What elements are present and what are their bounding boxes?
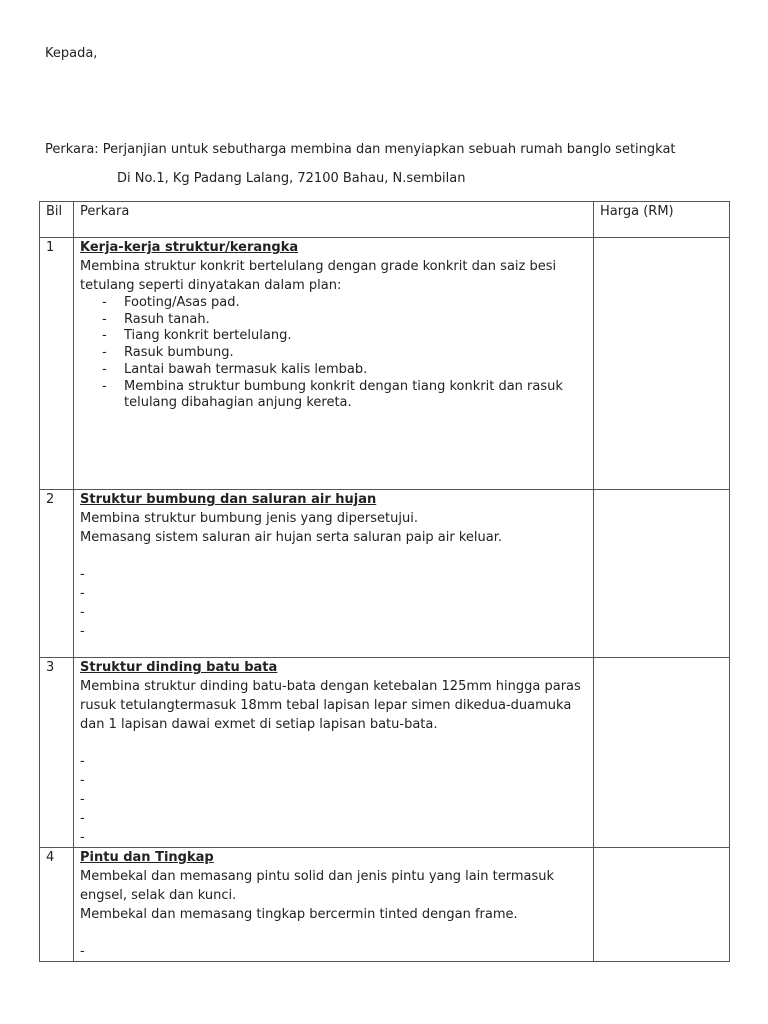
blank-item-list (80, 752, 587, 847)
table-row (40, 238, 730, 490)
row-title: Kerja-kerja struktur/kerangka (80, 240, 299, 255)
subject-line: Perkara: Perjanjian untuk sebutharga membina dan menyiapkan sebuah rumah banglo setingkat (45, 142, 676, 157)
row-harga-cell[interactable] (594, 490, 730, 658)
row-bil: 3 (40, 658, 74, 848)
blank-item-dash: - (80, 754, 85, 769)
list-item: - Rasuh tanah. (102, 312, 587, 329)
table-header-row (40, 202, 730, 238)
row-description: Memasang sistem saluran air hujan serta saluran paip air keluar. (80, 530, 503, 545)
quotation-table (39, 201, 730, 962)
row-description: Membina struktur bumbung jenis yang dipersetujui. (80, 511, 418, 526)
blank-item-dash: - (80, 605, 85, 620)
row-perkara (74, 490, 594, 658)
row-description: Membina struktur dinding batu-bata dengan ketebalan 125mm hingga paras rusuk tetulangtermasuk 18mm tebal lapisan lepar simen dikedua-duamuka dan 1 lapisan dawai exmet di setiap lapisan batu-bata. (80, 679, 581, 732)
quotation-table-body (40, 202, 730, 962)
row-harga-cell[interactable] (594, 238, 730, 490)
row-description: Membekal dan memasang pintu solid dan jenis pintu yang lain termasuk engsel, selak dan kunci. (80, 869, 555, 903)
list-item: - Tiang konkrit bertelulang. (102, 328, 587, 345)
row-perkara (74, 658, 594, 848)
blank-item-dash: - (80, 773, 85, 788)
row-harga-cell[interactable] (594, 658, 730, 848)
table-row (40, 490, 730, 658)
row-perkara (74, 848, 594, 962)
row-bil: 4 (40, 848, 74, 962)
row-harga-cell[interactable] (594, 848, 730, 962)
list-item: - Lantai bawah termasuk kalis lembab. (102, 362, 587, 379)
blank-item-dash: - (80, 624, 85, 639)
row-title: Struktur bumbung dan saluran air hujan (80, 492, 377, 507)
blank-item-dash: - (80, 944, 85, 959)
blank-item-dash: - (80, 586, 85, 601)
row-title: Pintu dan Tingkap (80, 850, 214, 865)
address-line: Di No.1, Kg Padang Lalang, 72100 Bahau, N.sembilan (117, 171, 466, 186)
blank-item-dash: - (80, 567, 85, 582)
salutation: Kepada, (45, 46, 98, 61)
list-item: - Footing/Asas pad. (102, 295, 587, 312)
list-item: - Membina struktur bumbung konkrit dengan tiang konkrit dan rasuk telulang dibahagian anjung kereta. (102, 379, 587, 412)
blank-item-dash: - (80, 811, 85, 826)
table-row (40, 658, 730, 848)
blank-item-list (80, 942, 587, 961)
header-harga: Harga (RM) (594, 202, 730, 238)
row-description: Membina struktur konkrit bertelulang dengan grade konkrit dan saiz besi tetulang seperti dinyatakan dalam plan: (80, 259, 557, 293)
row-bil: 1 (40, 238, 74, 490)
header-perkara: Perkara (74, 202, 594, 238)
blank-item-list (80, 565, 587, 641)
blank-item-dash: - (80, 830, 85, 845)
row-bil: 2 (40, 490, 74, 658)
list-item: - Rasuk bumbung. (102, 345, 587, 362)
blank-item-dash: - (80, 792, 85, 807)
row-perkara (74, 238, 594, 490)
header-bil: Bil (40, 202, 74, 238)
row-title: Struktur dinding batu bata (80, 660, 278, 675)
work-item-list (102, 295, 587, 412)
table-row (40, 848, 730, 962)
row-description: Membekal dan memasang tingkap bercermin tinted dengan frame. (80, 907, 518, 922)
